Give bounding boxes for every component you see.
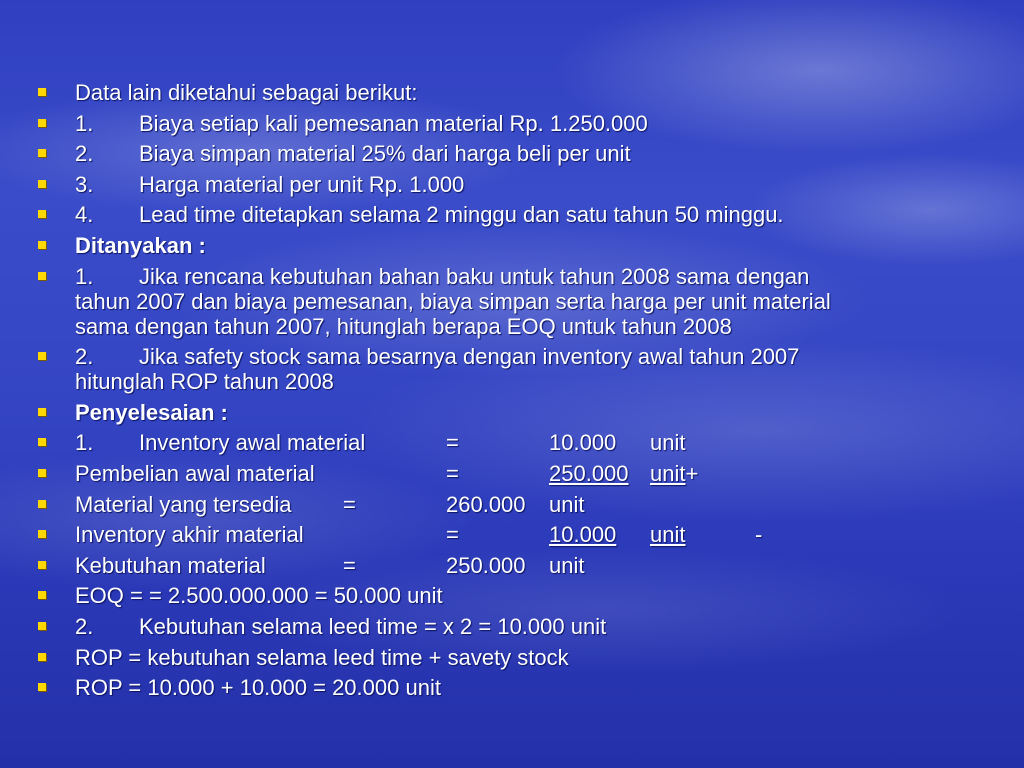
square-bullet-icon — [38, 591, 46, 599]
square-bullet-icon — [38, 180, 46, 188]
list-item-rop-result: ROP = 10.000 + 10.000 = 20.000 unit — [36, 675, 996, 700]
list-item-leadtime-demand: 2. Kebutuhan selama leed time = x 2 = 10.000 unit — [36, 614, 996, 639]
square-bullet-icon — [38, 241, 46, 249]
square-bullet-icon — [38, 352, 46, 360]
list-item-given-3: 3. Harga material per unit Rp. 1.000 — [36, 172, 996, 197]
square-bullet-icon — [38, 622, 46, 630]
square-bullet-icon — [38, 683, 46, 691]
square-bullet-icon — [38, 210, 46, 218]
list-item-intro: Data lain diketahui sebagai berikut: — [36, 80, 996, 105]
square-bullet-icon — [38, 438, 46, 446]
list-item-question-1: 1. Jika rencana kebutuhan bahan baku untuk tahun 2008 sama dengan tahun 2007 dan biaya pemesanan, biaya simpan serta harga per unit material sama dengan tahun 2007, hitunglah berapa EOQ untuk tahun 2008 — [36, 264, 996, 339]
list-item-given-2: 2. Biaya simpan material 25% dari harga beli per unit — [36, 141, 996, 166]
square-bullet-icon — [38, 408, 46, 416]
list-item-given-1: 1. Biaya setiap kali pemesanan material Rp. 1.250.000 — [36, 111, 996, 136]
square-bullet-icon — [38, 653, 46, 661]
square-bullet-icon — [38, 500, 46, 508]
list-item-question-heading: Ditanyakan : — [36, 233, 996, 258]
square-bullet-icon — [38, 119, 46, 127]
square-bullet-icon — [38, 530, 46, 538]
list-item-inventory-akhir: Inventory akhir material = 10.000 unit - — [36, 522, 996, 547]
list-item-rop-formula: ROP = kebutuhan selama leed time + savety stock — [36, 645, 996, 670]
list-item-inventory-awal: 1. Inventory awal material = 10.000 unit — [36, 430, 996, 455]
list-item-solution-heading: Penyelesaian : — [36, 400, 996, 425]
list-item-question-2: 2. Jika safety stock sama besarnya dengan inventory awal tahun 2007 hitunglah ROP tahun 2008 — [36, 344, 996, 394]
list-item-given-4: 4. Lead time ditetapkan selama 2 minggu dan satu tahun 50 minggu. — [36, 202, 996, 227]
list-item-material-tersedia: Material yang tersedia = 260.000 unit — [36, 492, 996, 517]
square-bullet-icon — [38, 88, 46, 96]
list-item-kebutuhan-material: Kebutuhan material = 250.000 unit — [36, 553, 996, 578]
square-bullet-icon — [38, 469, 46, 477]
slide-bullet-list — [36, 80, 996, 706]
square-bullet-icon — [38, 149, 46, 157]
square-bullet-icon — [38, 272, 46, 280]
list-item-pembelian-awal: Pembelian awal material = 250.000 unit+ — [36, 461, 996, 486]
square-bullet-icon — [38, 561, 46, 569]
list-item-eoq: EOQ = = 2.500.000.000 = 50.000 unit — [36, 583, 996, 608]
